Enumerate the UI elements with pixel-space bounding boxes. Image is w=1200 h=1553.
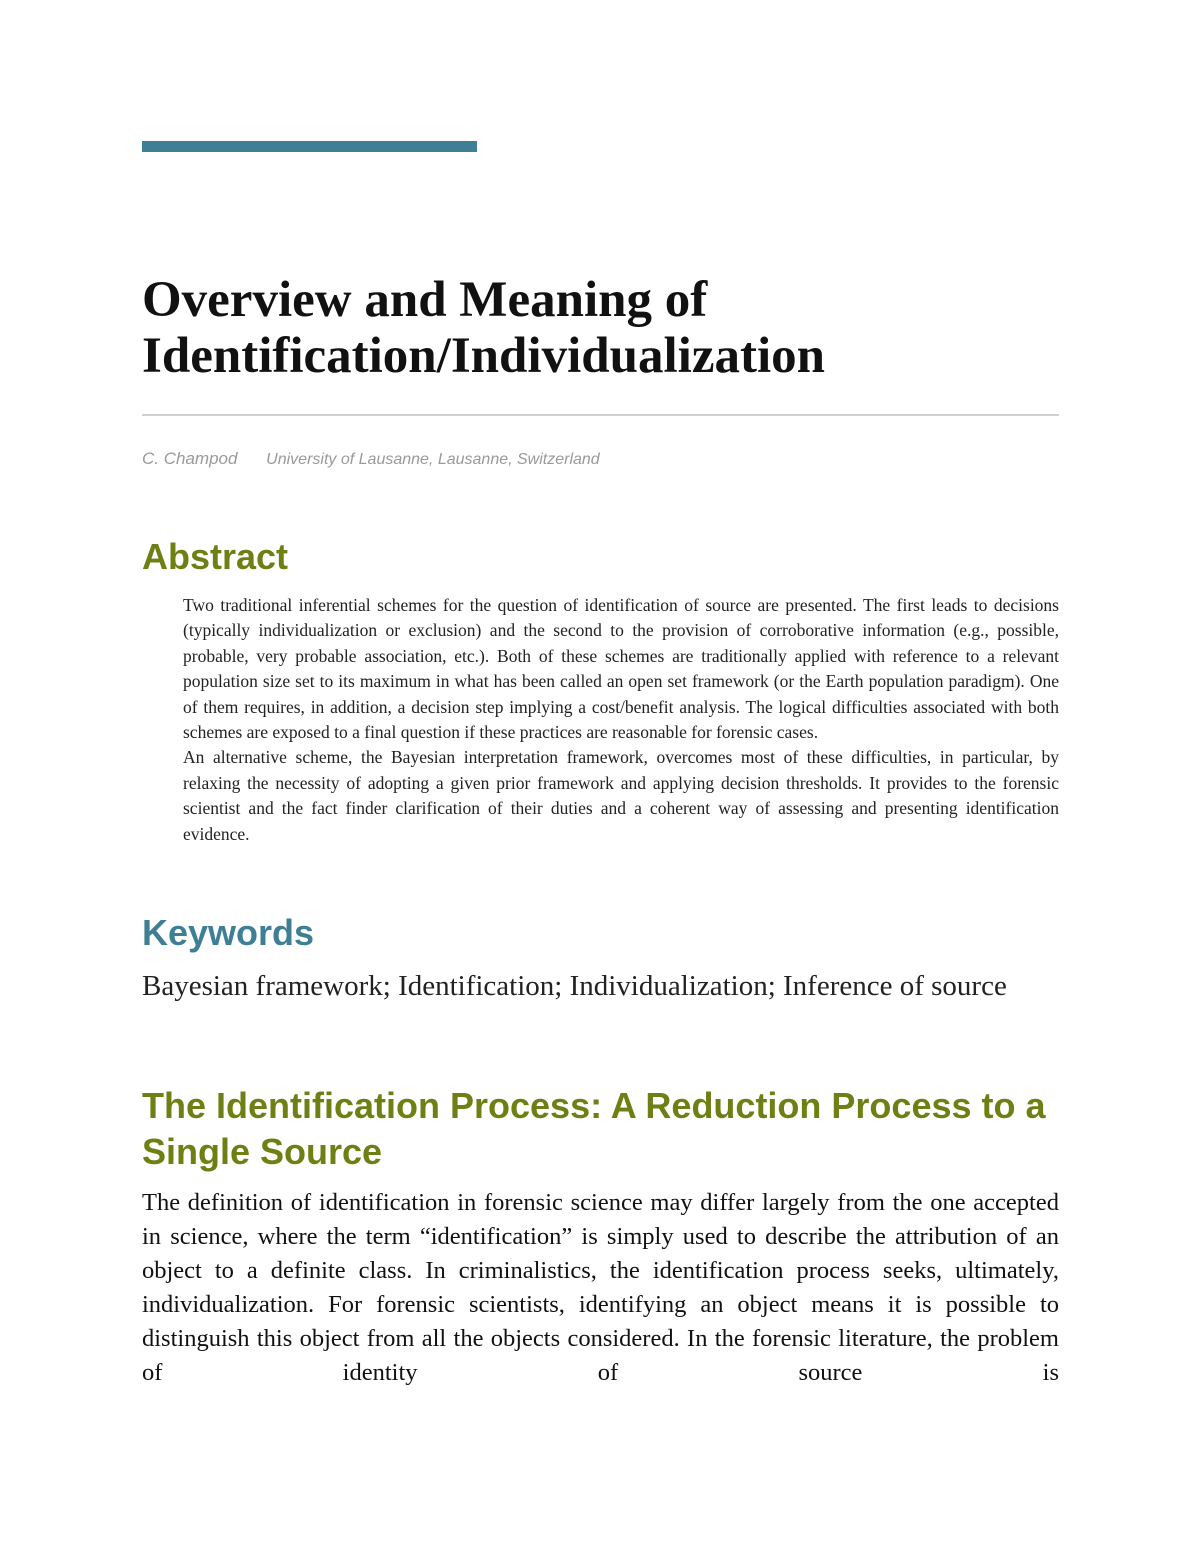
abstract-body: [183, 593, 1059, 847]
keywords-list: Bayesian framework; Identification; Individualization; Inference of source: [142, 970, 1007, 1002]
article-title-line-1: Overview and Meaning of: [142, 272, 708, 328]
section-body-paragraph: The definition of identification in forensic science may differ largely from the one accepted in science, where the term “identification” is simply used to describe the attribution of an object to a definite class. In criminalistics, the identification process seeks, ultimately, individualization. For forensic scientists, identifying an object means it is possible to distinguish this object from all the objects considered. In the forensic literature, the problem of identity of source is: [142, 1189, 1059, 1386]
author-name: C. Champod: [142, 449, 238, 468]
abstract-paragraph-1: Two traditional inferential schemes for the question of identification of source are presented. The first leads to decisions (typically individualization or exclusion) and the second to the provision of corroborative information (e.g., possible, probable, very probable association, etc.). Both of these schemes are traditionally applied with reference to a relevant population size set to its maximum in what has been called an open set framework (or the Earth population paradigm). One of them requires, in addition, a decision step implying a cost/benefit analysis. The logical difficulties associated with both schemes are exposed to a final question if these practices are reasonable for forensic cases.: [183, 595, 1059, 743]
article-title: [142, 272, 1062, 384]
header-accent-bar: [142, 141, 477, 152]
author-affiliation: University of Lausanne, Lausanne, Switzerland: [266, 451, 600, 468]
byline: [142, 449, 600, 469]
keywords-heading: Keywords: [142, 912, 315, 953]
article-title-line-2: Identification/Individualization: [142, 328, 825, 384]
abstract-paragraph-2: An alternative scheme, the Bayesian interpretation framework, overcomes most of these difficulties, in particular, by relaxing the necessity of adopting a given prior framework and applying decision thresholds. It provides to the forensic scientist and the fact finder clarification of their duties and a coherent way of assessing and presenting identification evidence.: [183, 747, 1059, 844]
title-divider: [142, 414, 1059, 416]
section-heading: The Identification Process: A Reduction Process to a Single Source: [142, 1085, 1046, 1172]
abstract-heading: Abstract: [142, 536, 289, 577]
